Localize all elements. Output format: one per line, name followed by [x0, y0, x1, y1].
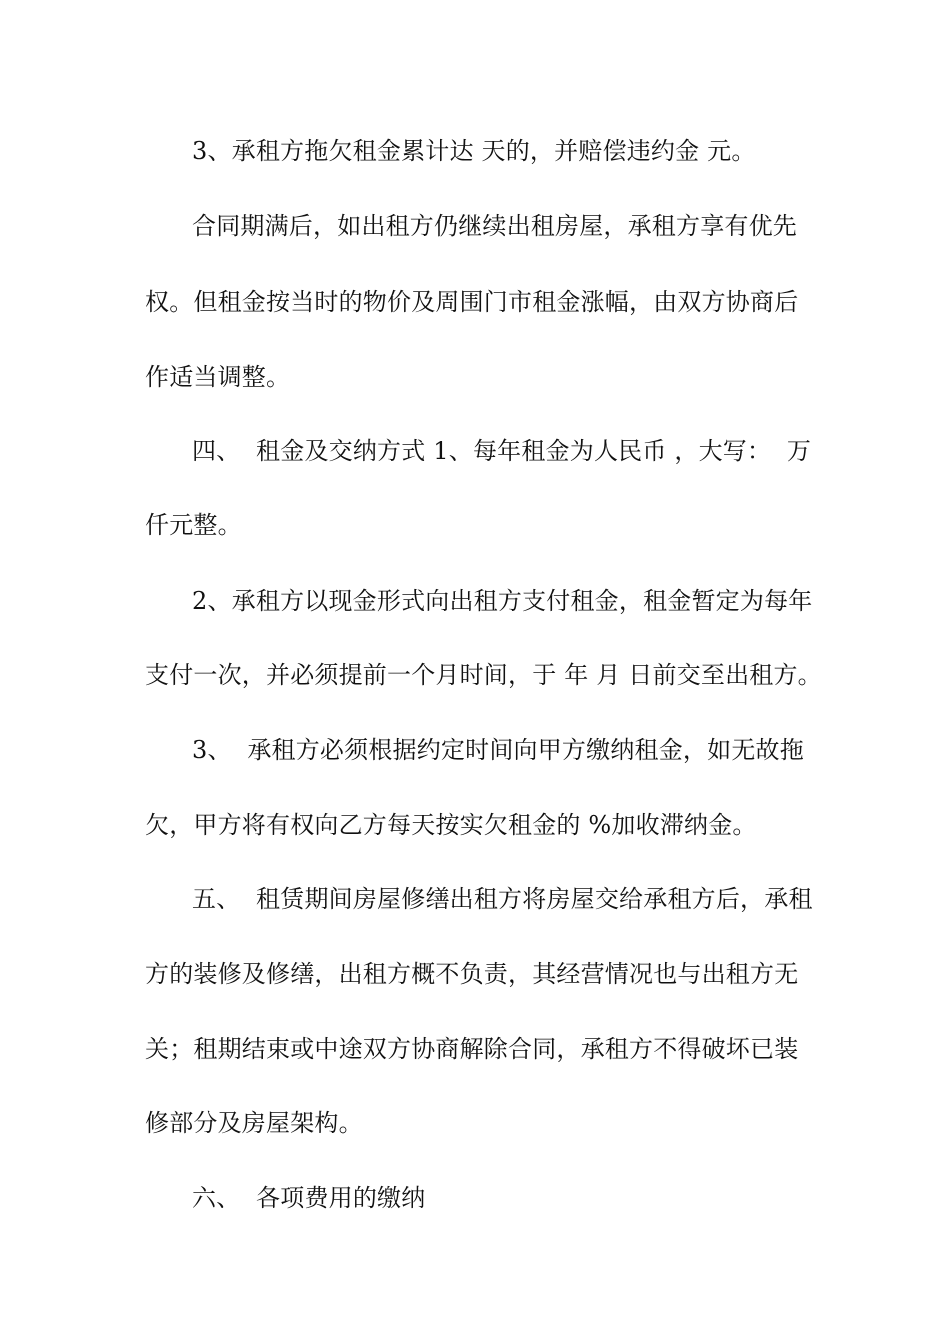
section-heading-line: 五、 租赁期间房屋修缮出租方将房屋交给承租方后，承租 — [192, 885, 813, 913]
paragraph-line: 3、 承租方必须根据约定时间向甲方缴纳租金，如无故拖 — [192, 736, 804, 764]
paragraph-line: 合同期满后，如出租方仍继续出租房屋，承租方享有优先 — [192, 212, 797, 240]
paragraph-line: 作适当调整。 — [145, 363, 291, 391]
paragraph-line: 3、承租方拖欠租金累计达 天的，并赔偿违约金 元。 — [192, 137, 756, 165]
paragraph-line: 修部分及房屋架构。 — [145, 1109, 363, 1137]
paragraph-line: 欠，甲方将有权向乙方每天按实欠租金的 %加收滞纳金。 — [145, 811, 757, 839]
section-heading-line: 四、 租金及交纳方式 1、每年租金为人民币 ，大写： 万 — [192, 437, 812, 465]
paragraph-line: 关；租期结束或中途双方协商解除合同，承租方不得破坏已装 — [145, 1035, 799, 1063]
paragraph-line: 支付一次，并必须提前一个月时间，于 年 月 日前交至出租方。 — [145, 661, 822, 689]
paragraph-line: 2、承租方以现金形式向出租方支付租金，租金暂定为每年 — [192, 587, 813, 615]
section-heading-line: 六、 各项费用的缴纳 — [192, 1184, 426, 1212]
paragraph-line: 仟元整。 — [145, 511, 242, 539]
paragraph-line: 权。但租金按当时的物价及周围门市租金涨幅，由双方协商后 — [145, 288, 799, 316]
paragraph-line: 方的装修及修缮，出租方概不负责，其经营情况也与出租方无 — [145, 960, 799, 988]
